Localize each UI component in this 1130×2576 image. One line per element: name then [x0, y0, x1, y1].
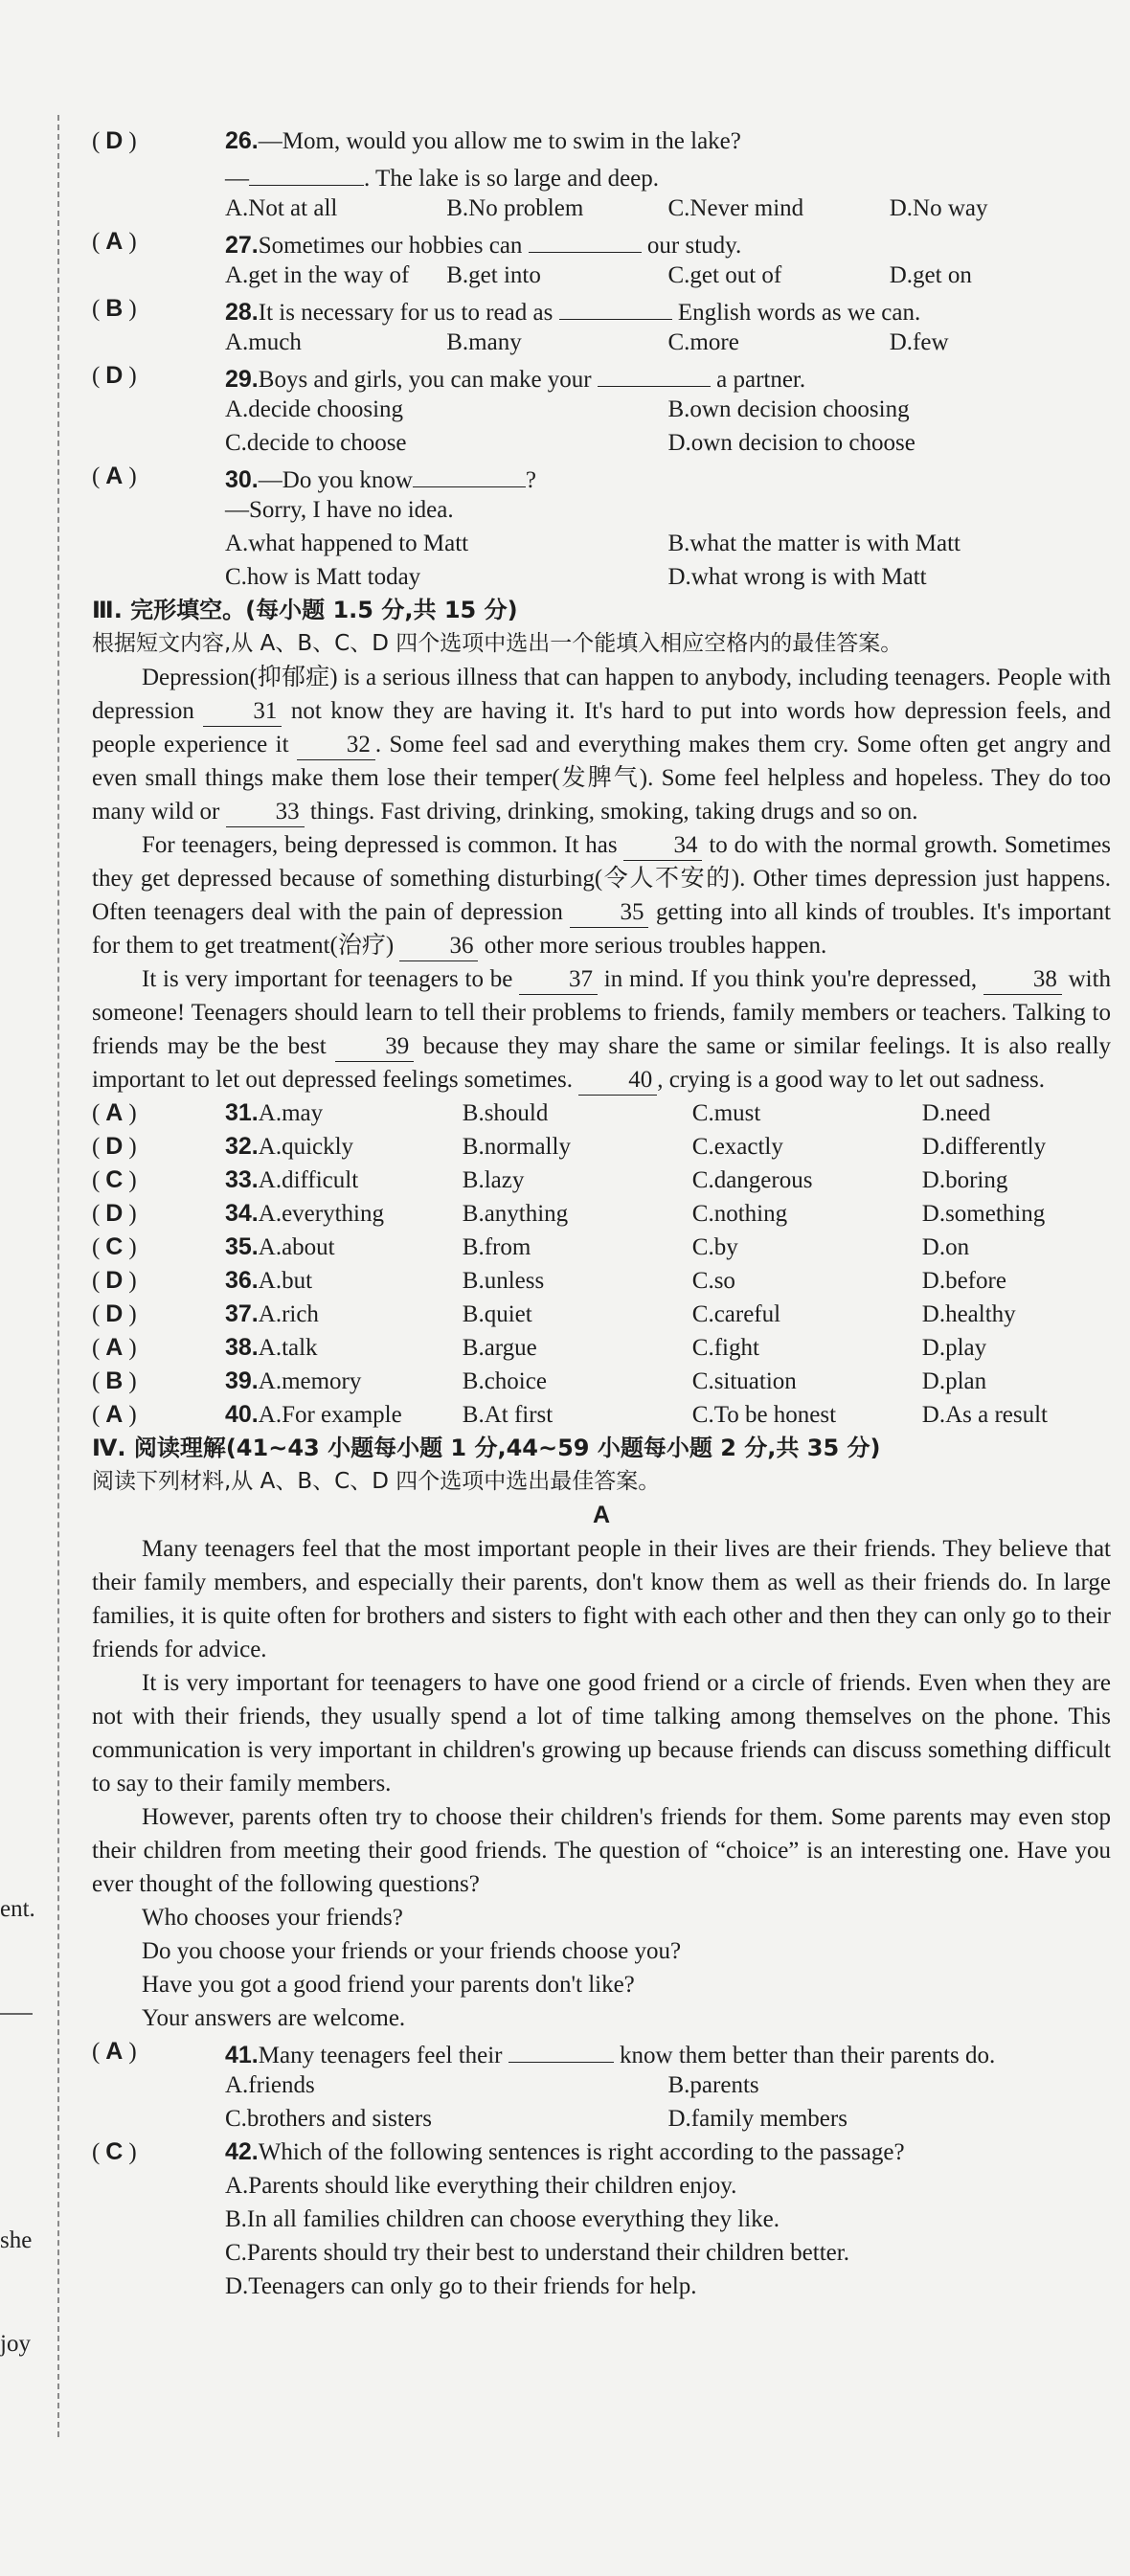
question-33: ( C ) 33. A.difficult B.lazy C.dangerous D.boring — [92, 1164, 1111, 1197]
reading-line: Who chooses your friends? — [142, 1905, 403, 1931]
margin-text: she — [0, 2227, 33, 2253]
answer-mark: A — [105, 1099, 124, 1126]
cloze-blank: 32 — [297, 731, 375, 760]
question-32: ( D ) 32. A.quickly B.normally C.exactly D.differently — [92, 1130, 1111, 1164]
answer-mark: D — [105, 127, 124, 154]
cloze-blank: 33 — [226, 798, 305, 827]
question-29-options-ab — [92, 393, 1111, 426]
question-number: 26. — [225, 127, 259, 154]
question-stem: —Mom, would you allow me to swim in the lake? — [258, 128, 741, 154]
question-26-options — [92, 192, 1111, 225]
answer-mark: C — [105, 1166, 124, 1193]
option-d: D.No way — [889, 195, 988, 221]
cloze-paragraph-2: For teenagers, being depressed is common. It has 34 to do with the normal growth. Sometimes they get depressed because of something disturbing(令人不安的). Other times depression just happens. Often teenagers deal with the pain of depression 35 getting into all kinds of troubles. It's important for them to get treatment(治疗) 36 other more serious troubles happen. — [92, 828, 1111, 962]
option-b: B.own decision choosing — [667, 396, 910, 422]
answer-mark: D — [105, 1300, 124, 1327]
reading-line: Your answers are welcome. — [142, 2005, 406, 2031]
section-3-title: Ⅲ. 完形填空。(每小题 1.5 分,共 15 分) — [92, 597, 518, 623]
reading-line: Do you choose your friends or your friends choose you? — [142, 1938, 682, 1964]
option-a: A.Not at all — [225, 195, 338, 221]
cloze-blank: 39 — [335, 1032, 414, 1062]
question-28-options — [92, 326, 1111, 359]
section-4-title: Ⅳ. 阅读理解(41~43 小题每小题 1 分,44~59 小题每小题 2 分,共 35 分) — [92, 1435, 881, 1461]
question-26-line2: — . The lake is so large and deep. — [92, 158, 1111, 192]
reading-paragraph-1: Many teenagers feel that the most important people in their lives are their friends. They believe that their family members, and especially their parents, don't know them as well as their friends do. In large families, it is quite often for brothers and sisters to fight with each other and then they can only go to their friends for advice. — [92, 1536, 1111, 1662]
cloze-blank: 34 — [623, 831, 702, 861]
question-29: ( D ) 29.Boys and girls, you can make your a partner. — [92, 359, 1111, 393]
question-number: 27. — [225, 232, 259, 259]
question-39: ( B ) 39. A.memory B.choice C.situation D.plan — [92, 1365, 1111, 1398]
answer-mark: A — [105, 2038, 124, 2065]
question-30-reply: —Sorry, I have no idea. — [225, 497, 454, 523]
option-a: A.Parents should like everything their children enjoy. — [225, 2173, 737, 2199]
question-number: 29. — [225, 366, 259, 393]
cloze-blank: 40 — [578, 1066, 657, 1096]
option-a: A.get in the way of — [225, 262, 410, 288]
question-number: 28. — [225, 299, 259, 326]
section-3-instruction: 根据短文内容,从 A、B、C、D 四个选项中选出一个能填入相应空格内的最佳答案。 — [92, 631, 903, 656]
reading-line: Have you got a good friend your parents don't like? — [142, 1972, 635, 1998]
option-b: B.many — [446, 329, 522, 355]
cloze-options — [92, 1096, 1111, 1432]
question-27-options — [92, 259, 1111, 292]
passage-heading: A — [592, 1502, 611, 1528]
question-38: ( A ) 38. A.talk B.argue C.fight D.play — [92, 1331, 1111, 1365]
cloze-paragraph-1: Depression(抑郁症) is a serious illness that can happen to anybody, including teenagers. People with depression 31 not know they are having it. It's hard to put into words how depression feels, and people experience it 32 . Some feel sad and everything makes them cry. Some often get angry and even small things make them lose their temper(发脾气). Some feel helpless and hopeless. They do too many wild or 33 things. Fast driving, drinking, smoking, taking drugs and so on. — [92, 661, 1111, 828]
option-c: C.brothers and sisters — [225, 2106, 432, 2132]
option-d: D.own decision to choose — [667, 430, 915, 456]
question-30-options-ab — [92, 527, 1111, 560]
question-36: ( D ) 36. A.but B.unless C.so D.before — [92, 1264, 1111, 1298]
cloze-paragraph-3: It is very important for teenagers to be 37 in mind. If you think you're depressed, 38 with someone! Teenagers should learn to tell their problems to friends, family members or teachers. Talking to friends may be the best 39 because they may share the same or similar feelings. It is also really important to let out depressed feelings sometimes. 40 , crying is a good way to let out sadness. — [92, 962, 1111, 1096]
option-c: C.get out of — [667, 262, 782, 288]
answer-blank — [508, 2035, 614, 2063]
option-d: D.get on — [889, 262, 972, 288]
option-b: B.In all families children can choose everything they like. — [225, 2206, 780, 2232]
question-30: ( A ) 30.—Do you know ? — [92, 460, 1111, 493]
cloze-blank: 36 — [399, 932, 478, 961]
option-c: C.how is Matt today — [225, 564, 421, 590]
answer-mark: B — [105, 295, 124, 322]
margin-text: ent. — [0, 1896, 35, 1922]
answer-mark: A — [105, 463, 124, 489]
option-a: A.friends — [225, 2072, 315, 2098]
option-b: B.parents — [667, 2072, 759, 2098]
answer-mark: C — [105, 2138, 124, 2165]
reading-paragraph-2: It is very important for teenagers to have one good friend or a circle of friends. Even when they are not with their friends, they usually spend a lot of time talking among themselves on the phone. This communication is very important in children's growing up because friends can discuss something difficult to say to their family members. — [92, 1670, 1111, 1796]
answer-blank — [413, 460, 526, 487]
answer-mark: C — [105, 1233, 124, 1260]
option-c: C.more — [667, 329, 739, 355]
option-d: D.what wrong is with Matt — [667, 564, 927, 590]
answer-mark: D — [105, 1267, 124, 1294]
question-29-options-cd — [92, 426, 1111, 460]
question-41: ( A ) 41.Many teenagers feel their know them better than their parents do. — [92, 2035, 1111, 2068]
answer-blank — [529, 225, 642, 253]
cloze-blank: 37 — [519, 965, 598, 995]
question-31: ( A ) 31. A.may B.should C.must D.need — [92, 1096, 1111, 1130]
option-c: C.Parents should try their best to understand their children better. — [225, 2240, 849, 2266]
answer-mark: D — [105, 362, 124, 389]
option-a: A.what happened to Matt — [225, 531, 469, 556]
section-4-instruction: 阅读下列材料,从 A、B、C、D 四个选项中选出最佳答案。 — [92, 1469, 661, 1494]
answer-mark: A — [105, 1401, 124, 1428]
answer-mark: B — [105, 1367, 124, 1394]
option-d: D.few — [889, 329, 949, 355]
question-41-options-cd — [92, 2102, 1111, 2135]
question-37: ( D ) 37. A.rich B.quiet C.careful D.healthy — [92, 1298, 1111, 1331]
question-28: ( B ) 28.It is necessary for us to read as English words as we can. — [92, 292, 1111, 326]
margin-text: joy — [0, 2331, 31, 2357]
question-number: 30. — [225, 466, 259, 493]
answer-blank — [249, 158, 364, 186]
binding-cut-line — [57, 115, 59, 2437]
question-30-options-cd — [92, 560, 1111, 594]
option-a: A.decide choosing — [225, 396, 404, 422]
answer-blank — [598, 359, 711, 387]
option-d: D.Teenagers can only go to their friends for help. — [225, 2273, 697, 2299]
answer-blank — [559, 292, 672, 320]
answer-mark: D — [105, 1133, 124, 1160]
question-41-options-ab — [92, 2068, 1111, 2102]
reading-paragraph-3: However, parents often try to choose their children's friends for them. Some parents may even stop their children from meeting their good friends. The question of “choice” is an interesting one. Have you ever thought of the following questions? — [92, 1804, 1111, 1897]
answer-mark: A — [105, 1334, 124, 1361]
worksheet-page — [92, 124, 1111, 2303]
margin-rule — [0, 2013, 33, 2015]
option-b: B.what the matter is with Matt — [667, 531, 961, 556]
question-40: ( A ) 40. A.For example B.At first C.To be honest D.As a result — [92, 1398, 1111, 1432]
option-a: A.much — [225, 329, 302, 355]
option-b: B.get into — [446, 262, 541, 288]
option-c: C.decide to choose — [225, 430, 407, 456]
question-27: ( A ) 27.Sometimes our hobbies can our study. — [92, 225, 1111, 259]
question-34: ( D ) 34. A.everything B.anything C.nothing D.something — [92, 1197, 1111, 1231]
question-26: ( D ) 26.—Mom, would you allow me to swim in the lake? — [92, 124, 1111, 158]
cloze-blank: 38 — [983, 965, 1062, 995]
cloze-blank: 31 — [203, 697, 282, 727]
question-42: ( C ) 42.Which of the following sentences is right according to the passage? — [92, 2135, 1111, 2169]
answer-mark: A — [105, 228, 124, 255]
cloze-blank: 35 — [570, 898, 648, 928]
answer-mark: D — [105, 1200, 124, 1227]
option-d: D.family members — [667, 2106, 848, 2132]
option-b: B.No problem — [446, 195, 584, 221]
question-35: ( C ) 35. A.about B.from C.by D.on — [92, 1231, 1111, 1264]
option-c: C.Never mind — [667, 195, 804, 221]
